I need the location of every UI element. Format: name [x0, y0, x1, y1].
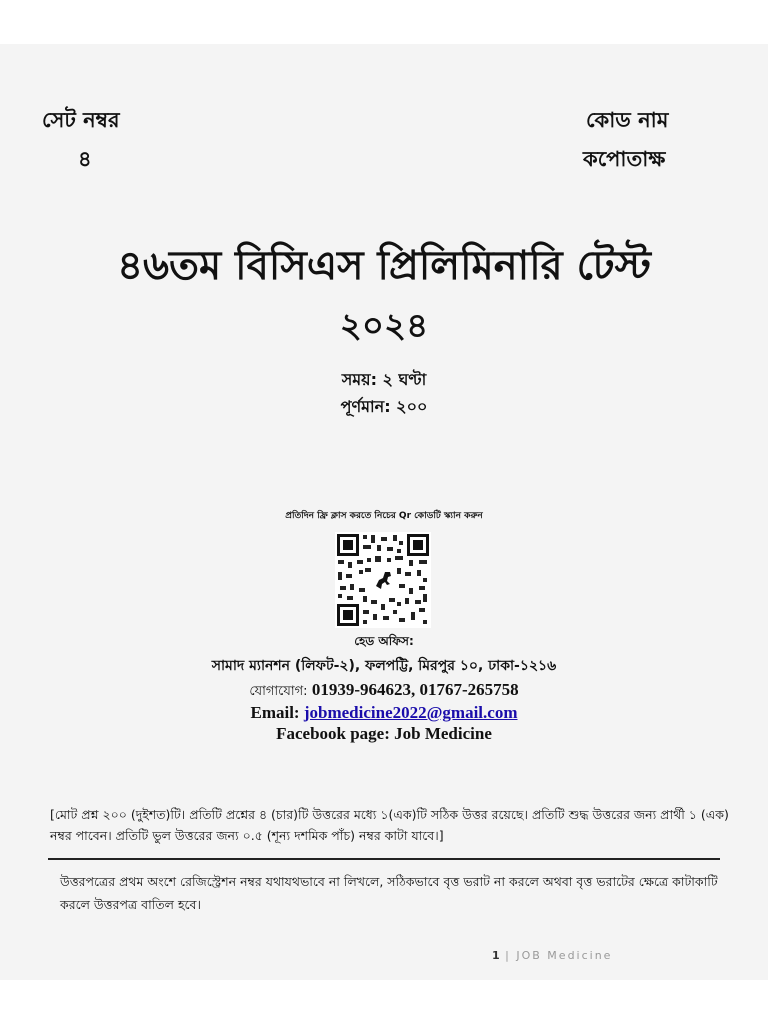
exam-instructions: [মোট প্রশ্ন ২০০ (দুইশত)টি। প্রতিটি প্রশ্নের ৪ (চার)টি উত্তরের মধ্যে ১(এক)টি সঠিক উত্তর রয়েছে। প্রতিটি শুদ্ধ উত্তরের জন্য প্রার্থী ১ (এক) নম্বর পাবেন। প্রতিটি ভুল উত্তরের জন্য ০.৫ (শূন্য দশমিক পাঁচ) নম্বর কাটা যাবে।] — [50, 807, 729, 843]
qr-code-graphic — [335, 532, 431, 628]
exam-time: সময়: ২ ঘণ্টা — [341, 370, 427, 389]
exam-year: ২০২৪ — [339, 306, 429, 346]
set-number-value: ৪ — [78, 147, 92, 171]
email-label: Email: — [250, 703, 300, 722]
divider — [48, 858, 720, 860]
qr-code-icon[interactable] — [335, 532, 431, 628]
code-name-value: কপোতাক্ষ — [583, 147, 666, 171]
contact-numbers: 01939-964623, 01767-265758 — [311, 680, 519, 699]
set-number-label: সেট নম্বর — [42, 108, 120, 132]
contact-label: যোগাযোগ: — [249, 684, 308, 699]
exam-cover-page — [0, 44, 768, 980]
email-line — [0, 703, 768, 723]
page-footer — [492, 949, 612, 962]
office-address: সামাদ ম্যানশন (লিফট-২), ফলপট্টি, মিরপুর ১০, ঢাকা-১২১৬ — [211, 658, 557, 674]
page-number: 1 — [492, 949, 500, 962]
head-office-label: হেড অফিস: — [354, 634, 414, 648]
exam-title: ৪৬তম বিসিএস প্রিলিমিনারি টেস্ট — [117, 243, 651, 289]
facebook-page: Facebook page: Job Medicine — [276, 724, 492, 743]
contact-line — [0, 680, 768, 703]
footer-brand: | JOB Medicine — [505, 949, 613, 962]
qr-caption: প্রতিদিন ফ্রি ক্লাস করতে নিচের Qr কোডটি স্ক্যান করুন — [285, 511, 483, 521]
email-link[interactable]: jobmedicine2022@gmail.com — [303, 703, 518, 722]
code-name-label: কোড নাম — [586, 108, 669, 132]
exam-full-marks: পূর্ণমান: ২০০ — [340, 397, 428, 416]
answer-sheet-warning: উত্তরপত্রের প্রথম অংশে রেজিস্ট্রেশন নম্বর যথাযথভাবে না লিখলে, সঠিকভাবে বৃত্ত ভরাট না করলে অথবা বৃত্ত ভরাটের ক্ষেত্রে কাটাকাটি করলে উত্তরপত্র বাতিল হবে। — [60, 874, 718, 912]
